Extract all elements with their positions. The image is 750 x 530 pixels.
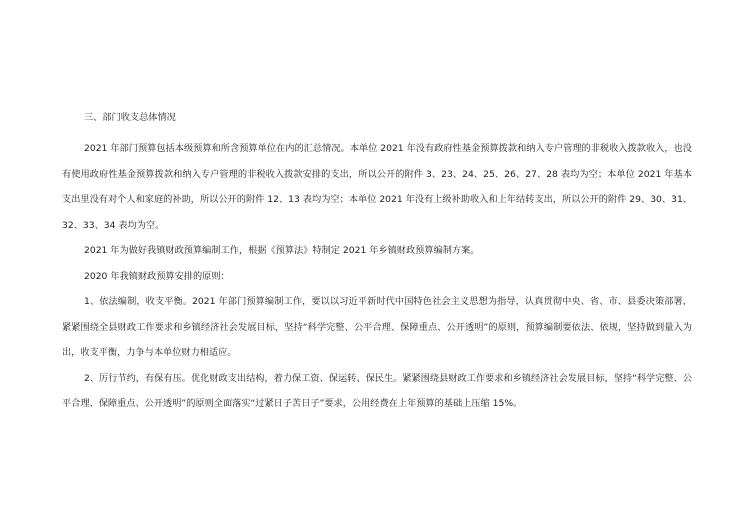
paragraph-principle-2: 2、厉行节约，有保有压。优化财政支出结构，着力保工资、保运转、保民生。紧紧围绕县财政工作要求和乡镇经济社会发展目标，坚持“科学完整、公平合理、保障重点、公开透明”的原则全面落实“过紧日子苦日子”要求，公用经费在上年预算的基础上压缩 15%。 bbox=[62, 372, 692, 409]
document-page bbox=[62, 111, 692, 417]
paragraph-principle-1: 1、依法编制，收支平衡。2021 年部门预算编制工作，要以以习近平新时代中国特色社会主义思想为指导，认真贯彻中央、省、市、县委决策部署，紧紧围绕全县财政工作要求和乡镇经济社会发展目标，坚持“科学完整、公平合理、保障重点、公开透明”的原则，预算编制要依法、依规，坚持做到量入为出，收支平衡，力争与本单位财力相适应。 bbox=[62, 296, 692, 358]
paragraph-budget-summary: 2021 年部门预算包括本级预算和所含预算单位在内的汇总情况。本单位 2021 年没有政府性基金预算拨款和纳入专户管理的非税收入拨款收入，也没有使用政府性基金预算拨款和纳入专户管理的非税收入拨款安排的支出，所以公开的附件 3、23、24、25、26、27、28 表均为空；本单位 2021 年基本支出里没有对个人和家庭的补助，所以公开的附件 12、13 表均为空；本单位 2021 年没有上级补助收入和上年结转支出，所以公开的附件 29、30、31、32、33、34 表均为空。 bbox=[62, 143, 692, 231]
paragraph-principles-intro: 2020 年我镇财政预算安排的原则： bbox=[84, 270, 230, 282]
section-heading: 三、部门收支总体情况 bbox=[84, 112, 176, 123]
paragraph-budget-plan: 2021 年为做好我镇财政预算编制工作，根据《预算法》特制定 2021 年乡镇财政预算编制方案。 bbox=[84, 245, 480, 256]
